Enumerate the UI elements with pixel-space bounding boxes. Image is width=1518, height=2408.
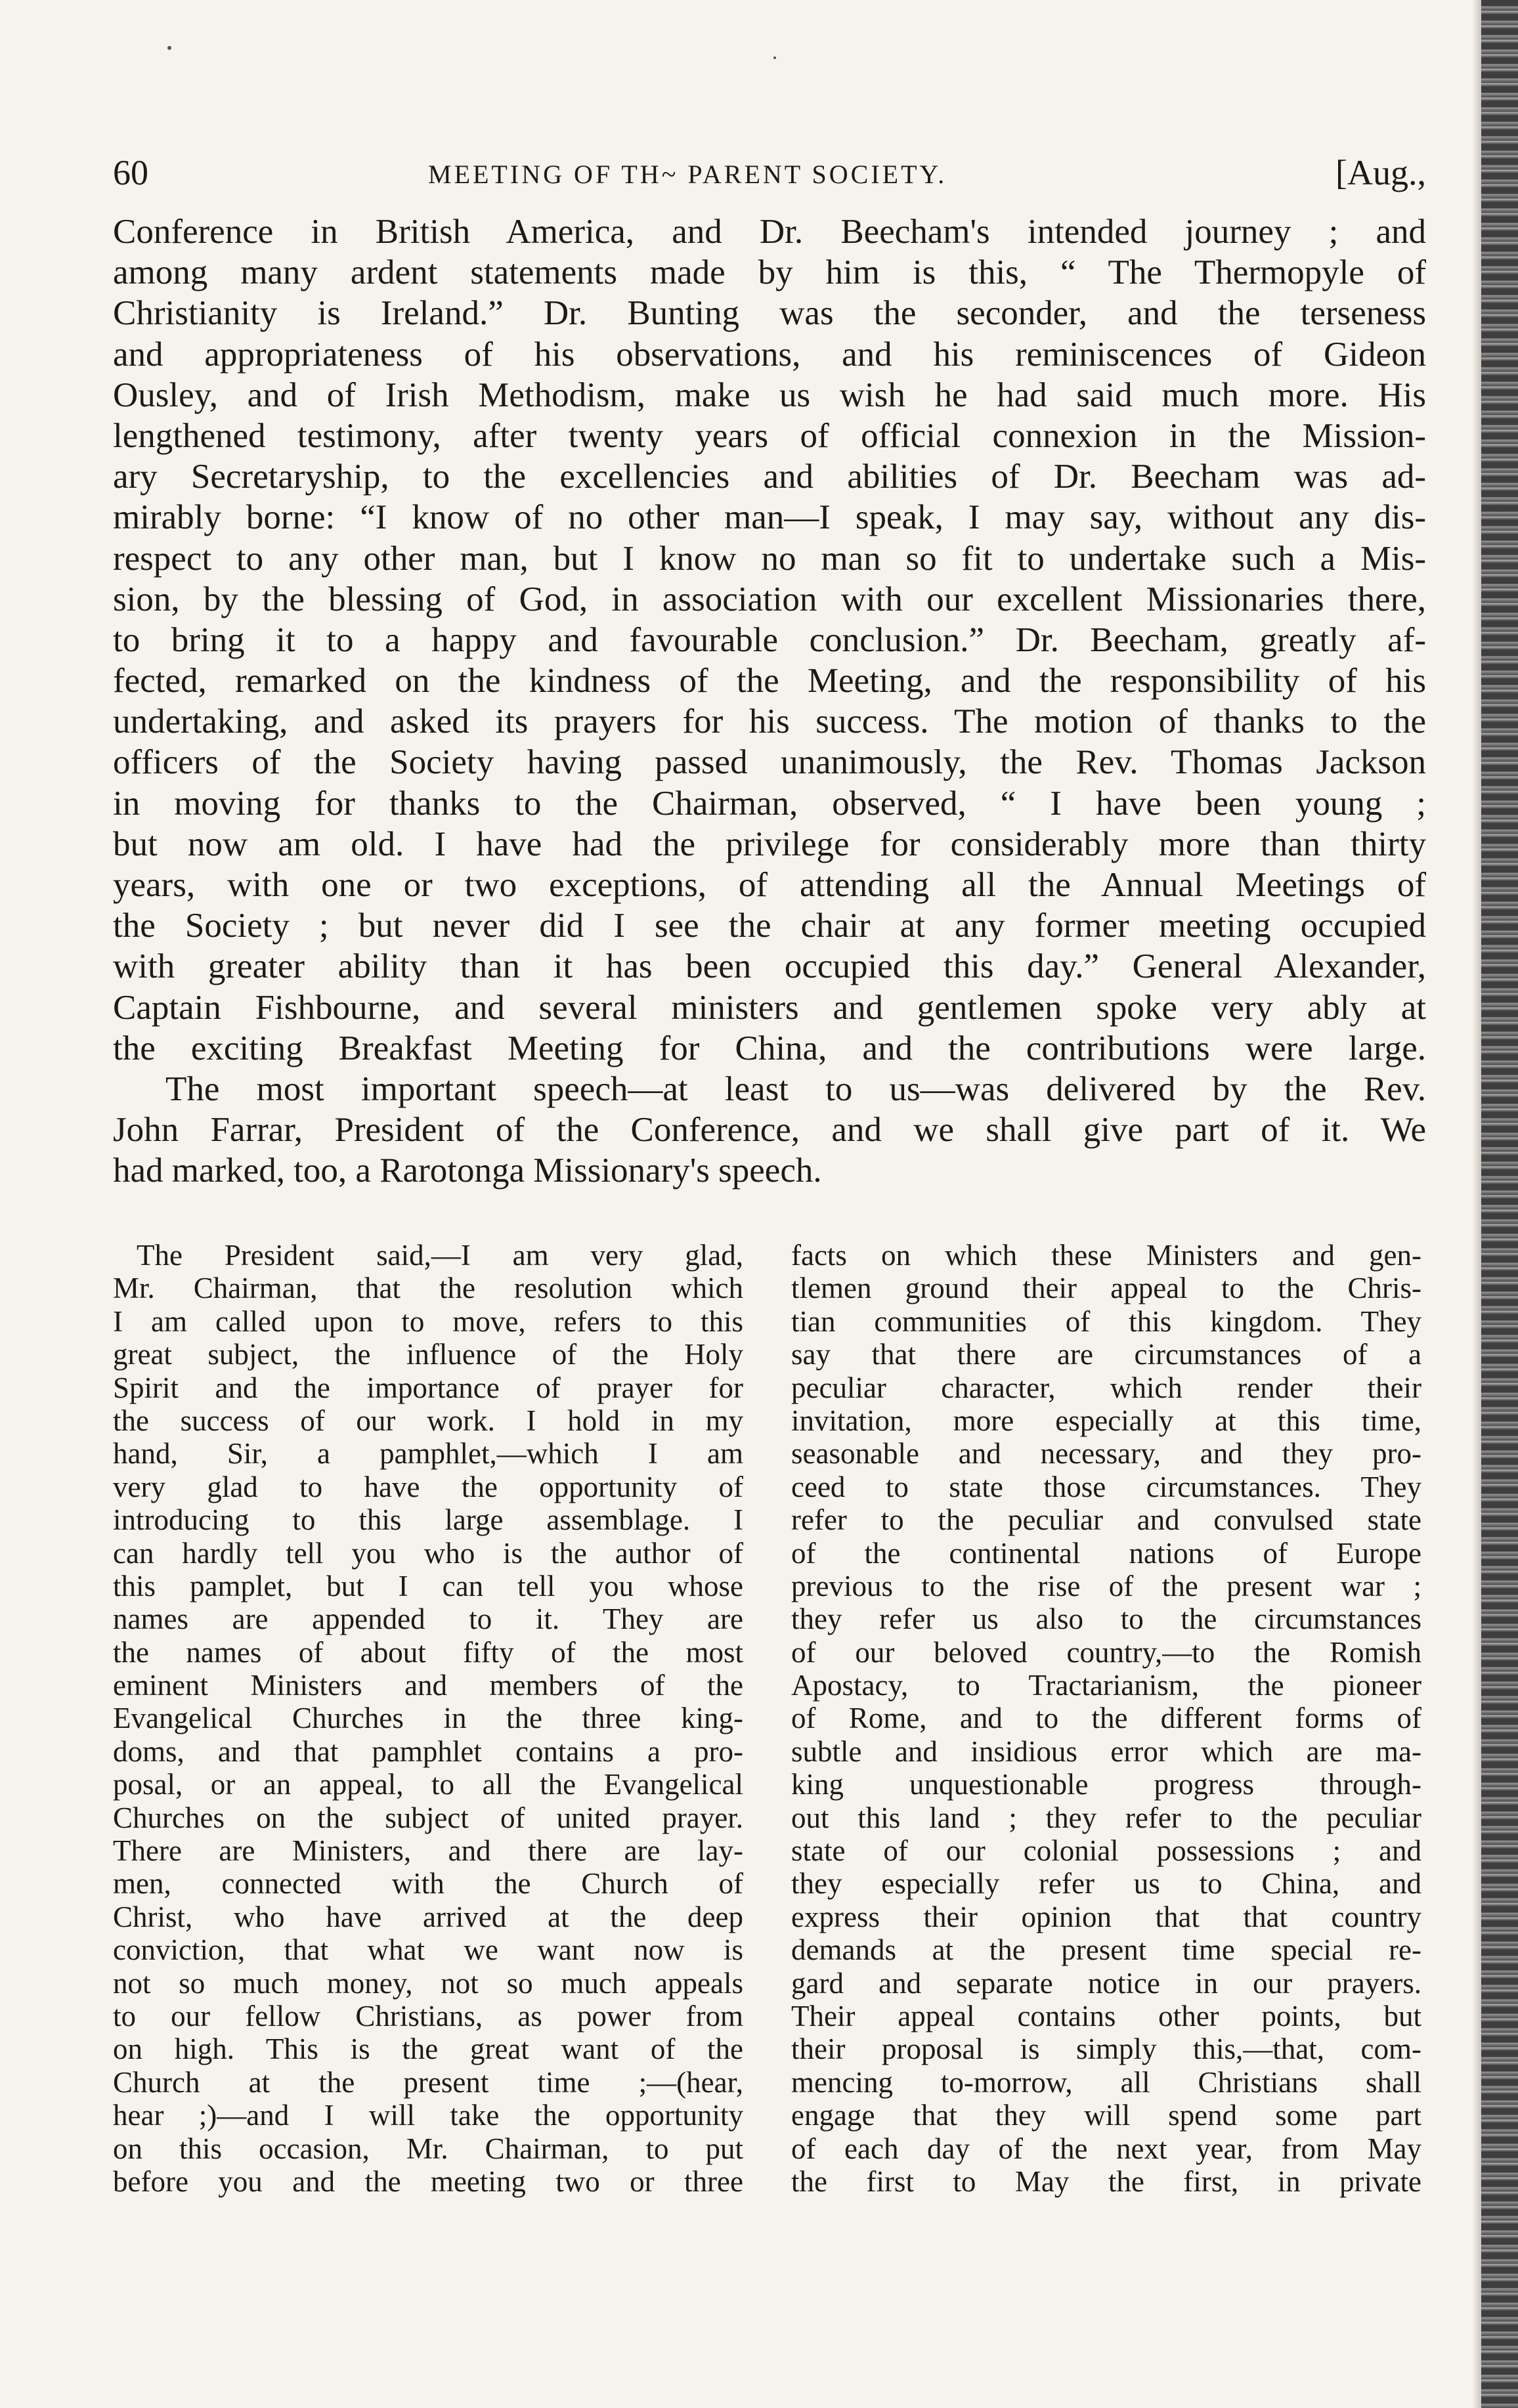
column-line: say that there are circumstances of a bbox=[791, 1338, 1421, 1371]
text-line: ary Secretaryship, to the excellencies and abilities of Dr. Beecham was ad- bbox=[113, 458, 1426, 496]
text-line: The most important speech—at least to us—was delivered by the Rev. bbox=[165, 1069, 1426, 1108]
column-line: introducing to this large assemblage. I bbox=[113, 1503, 743, 1537]
column-line: Church at the present time ;—(hear, bbox=[113, 2065, 743, 2099]
column-line: facts on which these Ministers and gen- bbox=[791, 1239, 1421, 1272]
column-line: hear ;)—and I will take the opportunity bbox=[113, 2099, 743, 2132]
right-column bbox=[791, 1239, 1421, 2198]
column-line: on this occasion, Mr. Chairman, to put bbox=[113, 2132, 743, 2165]
page-edge-strip bbox=[1481, 0, 1518, 2408]
column-line: out this land ; they refer to the peculiar bbox=[791, 1801, 1421, 1834]
column-line: not so much money, not so much appeals bbox=[113, 1966, 743, 2000]
column-line: posal, or an appeal, to all the Evangelical bbox=[113, 1768, 743, 1801]
column-line: of the continental nations of Europe bbox=[791, 1536, 1421, 1570]
column-line: conviction, that what we want now is bbox=[113, 1933, 743, 1967]
text-line: Christianity is Ireland.” Dr. Bunting was the seconder, and the terseness bbox=[113, 294, 1426, 333]
column-line: very glad to have the opportunity of bbox=[113, 1470, 743, 1503]
column-line: great subject, the influence of the Holy bbox=[113, 1338, 743, 1371]
column-line: eminent Ministers and members of the bbox=[113, 1669, 743, 1702]
column-line: Apostacy, to Tractarianism, the pioneer bbox=[791, 1669, 1421, 1702]
column-line: Christ, who have arrived at the deep bbox=[113, 1900, 743, 1933]
text-line: had marked, too, a Rarotonga Missionary's speech. bbox=[113, 1151, 822, 1190]
column-line: the names of about fifty of the most bbox=[113, 1635, 743, 1669]
column-line: can hardly tell you who is the author of bbox=[113, 1536, 743, 1570]
column-line: peculiar character, which render their bbox=[791, 1371, 1421, 1404]
column-line: ceed to state those circumstances. They bbox=[791, 1470, 1421, 1503]
text-line: the Society ; but never did I see the chair at any former meeting occupied bbox=[113, 907, 1426, 945]
page-number: 60 bbox=[113, 153, 148, 192]
scan-speck bbox=[773, 56, 776, 59]
column-line: they refer us also to the circumstances bbox=[791, 1602, 1421, 1636]
column-line: express their opinion that that country bbox=[791, 1900, 1421, 1933]
column-line: doms, and that pamphlet contains a pro- bbox=[113, 1734, 743, 1768]
column-line: Mr. Chairman, that the resolution which bbox=[113, 1272, 743, 1305]
column-line: on high. This is the great want of the bbox=[113, 2032, 743, 2066]
text-line: in moving for thanks to the Chairman, observed, “ I have been young ; bbox=[113, 784, 1426, 823]
column-line: tlemen ground their appeal to the Chris- bbox=[791, 1272, 1421, 1305]
column-line: tian communities of this kingdom. They bbox=[791, 1304, 1421, 1338]
text-line: to bring it to a happy and favourable conclusion.” Dr. Beecham, greatly af- bbox=[113, 620, 1426, 659]
column-line: names are appended to it. They are bbox=[113, 1602, 743, 1636]
column-line: men, connected with the Church of bbox=[113, 1867, 743, 1901]
page-header bbox=[113, 152, 1426, 205]
text-line: undertaking, and asked its prayers for his success. The motion of thanks to the bbox=[113, 702, 1426, 741]
column-line: of Rome, and to the different forms of bbox=[791, 1702, 1421, 1735]
column-line: this pamplet, but I can tell you whose bbox=[113, 1569, 743, 1602]
text-line: but now am old. I have had the privilege for considerably more than thirty bbox=[113, 825, 1426, 863]
column-line: demands at the present time special re- bbox=[791, 1933, 1421, 1967]
column-line: they especially refer us to China, and bbox=[791, 1867, 1421, 1901]
column-line: There are Ministers, and there are lay- bbox=[113, 1834, 743, 1868]
column-line: of each day of the next year, from May bbox=[791, 2132, 1421, 2165]
column-line: their proposal is simply this,—that, com- bbox=[791, 2032, 1421, 2066]
column-line: I am called upon to move, refers to this bbox=[113, 1304, 743, 1338]
text-line: John Farrar, President of the Conference, and we shall give part of it. We bbox=[113, 1111, 1426, 1150]
text-line: years, with one or two exceptions, of attending all the Annual Meetings of bbox=[113, 866, 1426, 904]
column-line: subtle and insidious error which are ma- bbox=[791, 1734, 1421, 1768]
scan-speck bbox=[167, 46, 171, 50]
column-line: of our beloved country,—to the Romish bbox=[791, 1635, 1421, 1669]
left-column bbox=[113, 1239, 743, 2198]
column-line: state of our colonial possessions ; and bbox=[791, 1834, 1421, 1868]
text-line: lengthened testimony, after twenty years of official connexion in the Mission- bbox=[113, 416, 1426, 455]
column-line: mencing to-morrow, all Christians shall bbox=[791, 2065, 1421, 2099]
running-head: MEETING OF TH~ PARENT SOCIETY. bbox=[428, 160, 947, 189]
column-line: Spirit and the importance of prayer for bbox=[113, 1371, 743, 1404]
column-line: the first to May the first, in private bbox=[791, 2164, 1421, 2198]
column-line: invitation, more especially at this time, bbox=[791, 1404, 1421, 1437]
column-line: Evangelical Churches in the three king- bbox=[113, 1702, 743, 1735]
column-line: refer to the peculiar and convulsed state bbox=[791, 1503, 1421, 1537]
text-line: Captain Fishbourne, and several ministers and gentlemen spoke very ably at bbox=[113, 988, 1426, 1027]
text-line: fected, remarked on the kindness of the Meeting, and the responsibility of his bbox=[113, 662, 1426, 700]
text-line: respect to any other man, but I know no man so fit to undertake such a Mis- bbox=[113, 539, 1426, 578]
text-line: and appropriateness of his observations, and his reminiscences of Gideon bbox=[113, 335, 1426, 374]
column-line: gard and separate notice in our prayers. bbox=[791, 1966, 1421, 2000]
text-line: sion, by the blessing of God, in association with our excellent Missionaries there, bbox=[113, 580, 1426, 618]
column-line: before you and the meeting two or three bbox=[113, 2164, 743, 2198]
text-line: Conference in British America, and Dr. Beecham's intended journey ; and bbox=[113, 213, 1426, 251]
text-line: with greater ability than it has been occupied this day.” General Alexander, bbox=[113, 947, 1426, 986]
column-line: hand, Sir, a pamphlet,—which I am bbox=[113, 1437, 743, 1471]
column-line: previous to the rise of the present war ; bbox=[791, 1569, 1421, 1602]
column-line: engage that they will spend some part bbox=[791, 2099, 1421, 2132]
column-line: king unquestionable progress through- bbox=[791, 1768, 1421, 1801]
column-line: Churches on the subject of united prayer. bbox=[113, 1801, 743, 1834]
text-line: mirably borne: “I know of no other man—I speak, I may say, without any dis- bbox=[113, 498, 1426, 537]
text-line: officers of the Society having passed unanimously, the Rev. Thomas Jackson bbox=[113, 743, 1426, 782]
page-gutter-shadow bbox=[1472, 0, 1481, 2408]
column-line: the success of our work. I hold in my bbox=[113, 1404, 743, 1437]
text-line: among many ardent statements made by him is this, “ The Thermopyle of bbox=[113, 253, 1426, 292]
header-date-mark: [Aug., bbox=[1335, 153, 1426, 192]
text-line: Ousley, and of Irish Methodism, make us wish he had said much more. His bbox=[113, 376, 1426, 414]
column-line: The President said,—I am very glad, bbox=[137, 1239, 743, 1272]
column-line: seasonable and necessary, and they pro- bbox=[791, 1437, 1421, 1471]
main-paragraphs bbox=[113, 211, 1426, 1192]
column-line: Their appeal contains other points, but bbox=[791, 1999, 1421, 2032]
text-line: the exciting Breakfast Meeting for China, and the contributions were large. bbox=[113, 1029, 1426, 1067]
column-line: to our fellow Christians, as power from bbox=[113, 1999, 743, 2032]
